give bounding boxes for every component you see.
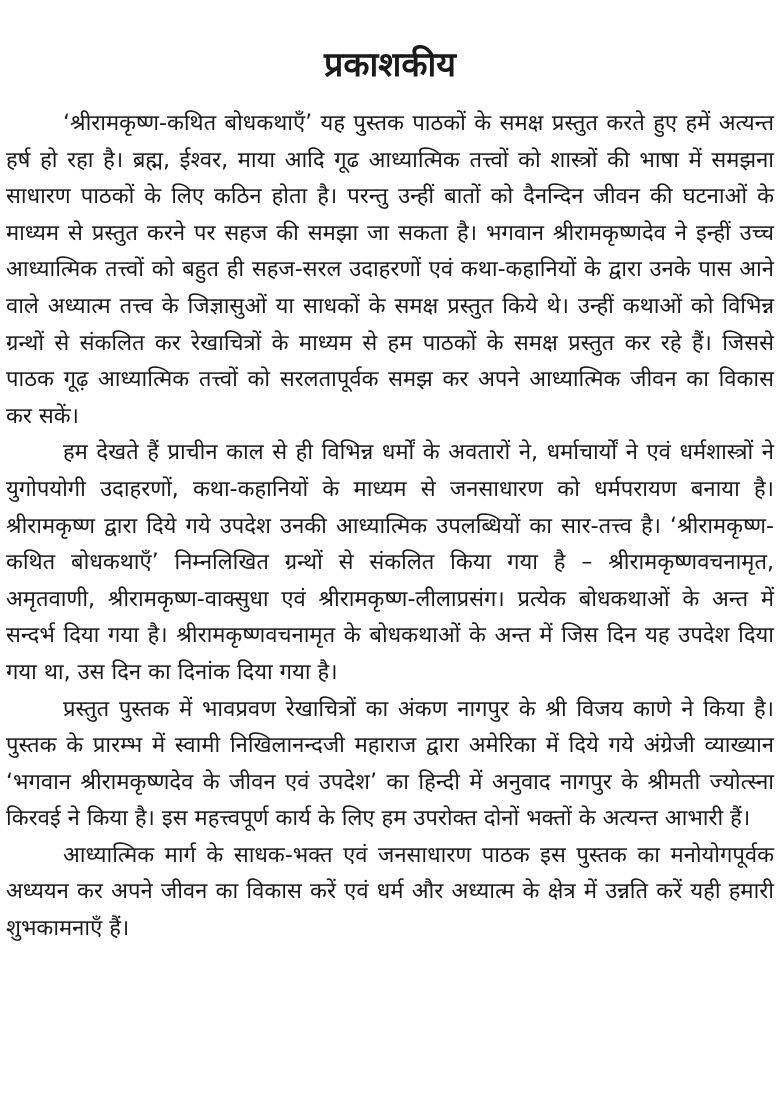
paragraph-acknowledgements: प्रस्तुत पुस्तक में भावप्रवण रेखाचित्रों का अंकण नागपुर के श्री विजय काणे ने किया है। पुस्तक के प्रारम्भ में स्वामी निखिलानन्दजी महाराज द्वारा अमेरिका में दिये गये अंग्रेजी व्याख्यान ‘भगवान श्रीरामकृष्णदेव के जीवन एवं उपदेश’ का हिन्दी में अनुवाद नागपुर के श्रीमती ज्योत्स्ना किरवई ने किया है। इस महत्त्वपूर्ण कार्य के लिए हम उपरोक्त दोनों भक्तों के अत्यन्त आभारी हैं। <box>6 696 774 832</box>
paragraph-intro: ‘श्रीरामकृष्ण-कथित बोधकथाएँ’ यह पुस्तक पाठकों के समक्ष प्रस्तुत करते हुए हमें अत्यन्त हर्ष हो रहा है। ब्रह्म, ईश्वर, माया आदि गूढ आध्यात्मिक तत्त्वों को शास्त्रों की भाषा में समझना साधारण पाठकों के लिए कठिन होता है। परन्तु उन्हीं बातों को दैनन्दिन जीवन की घटनाओं के माध्यम से प्रस्तुत करने पर सहज की समझा जा सकता है। भगवान श्रीरामकृष्णदेव ने इन्हीं उच्च आध्यात्मिक तत्त्वों को बहुत ही सहज-सरल उदाहरणों एवं कथा-कहानियों के द्वारा उनके पास आने वाले अध्यात्म तत्त्व के जिज्ञासुओं या साधकों के समक्ष प्रस्तुत किये थे। उन्हीं कथाओं को विभिन्न ग्रन्थों से संकलित कर रेखाचित्रों के माध्यम से हम पाठकों के समक्ष प्रस्तुत कर रहे हैं। जिससे पाठक गूढ़ आध्यात्मिक तत्त्वों को सरलतापूर्वक समझ कर अपने आध्यात्मिक जीवन का विकास कर सकें। <box>6 111 774 429</box>
page-title: प्रकाशकीय <box>323 45 457 85</box>
paragraph-sources: हम देखते हैं प्राचीन काल से ही विभिन्न धर्मों के अवतारों ने, धर्माचार्यों ने एवं धर्मशास्त्रों ने युगोपयोगी उदाहरणों, कथा-कहानियों के माध्यम से जनसाधारण को धर्मपरायण बनाया है। श्रीरामकृष्ण द्वारा दिये गये उपदेश उनकी आध्यात्मिक उपलब्धियों का सार-तत्त्व है। ‘श्रीरामकृष्ण-कथित बोधकथाएँ’ निम्नलिखित ग्रन्थों से संकलित किया गया है – श्रीरामकृष्णवचनामृत, अमृतवाणी, श्रीरामकृष्ण-वाक्सुधा एवं श्रीरामकृष्ण-लीलाप्रसंग। प्रत्येक बोधकथाओं के अन्त में सन्दर्भ दिया गया है। श्रीरामकृष्णवचनामृत के बोधकथाओं के अन्त में जिस दिन यह उपदेश दिया गया था, उस दिन का दिनांक दिया गया है। <box>6 440 774 685</box>
document-body <box>6 106 774 948</box>
paragraph-closing-wishes: आध्यात्मिक मार्ग के साधक-भक्त एवं जनसाधारण पाठक इस पुस्तक का मनोयोगपूर्वक अध्ययन कर अपने जीवन का विकास करें एवं धर्म और अध्यात्म के क्षेत्र में उन्नति करें यही हमारी शुभकामनाएँ हैं। <box>6 842 774 942</box>
